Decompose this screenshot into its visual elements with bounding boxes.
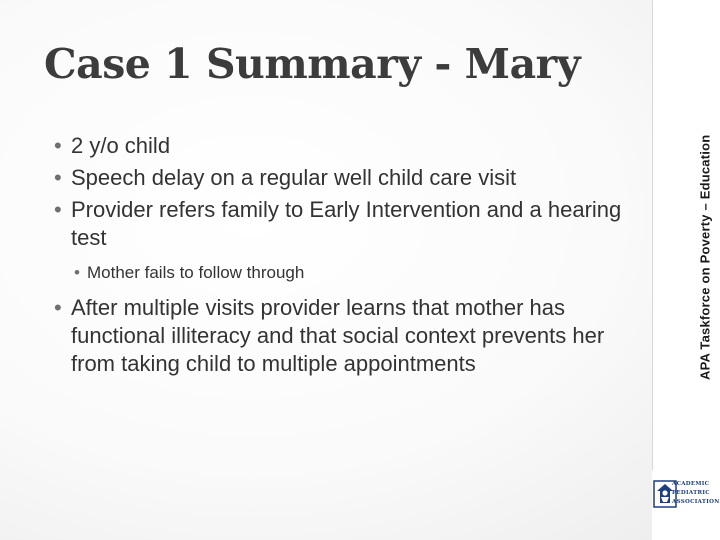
logo-text-line: ACADEMIC [672, 481, 710, 487]
bullet-item: • Speech delay on a regular well child care visit [54, 164, 644, 192]
side-label-container [672, 20, 712, 380]
slide-title: Case 1 Summary - Mary [44, 40, 581, 88]
bullet-list [54, 132, 644, 378]
side-divider [652, 0, 653, 470]
logo-text-line: PEDIATRIC [672, 490, 710, 496]
bullet-item: • Provider refers family to Early Intervention and a hearing test [54, 196, 644, 252]
side-label: APA Taskforce on Poverty – Education [697, 134, 712, 380]
bullet-item: • 2 y/o child [54, 132, 644, 160]
logo-text-line: ASSOCIATION [672, 499, 720, 505]
sub-bullet-item: • Mother fails to follow through [74, 262, 644, 284]
bullet-item: • After multiple visits provider learns that mother has functional illiteracy and that social context prevents her from taking child to multiple appointments [54, 294, 631, 378]
